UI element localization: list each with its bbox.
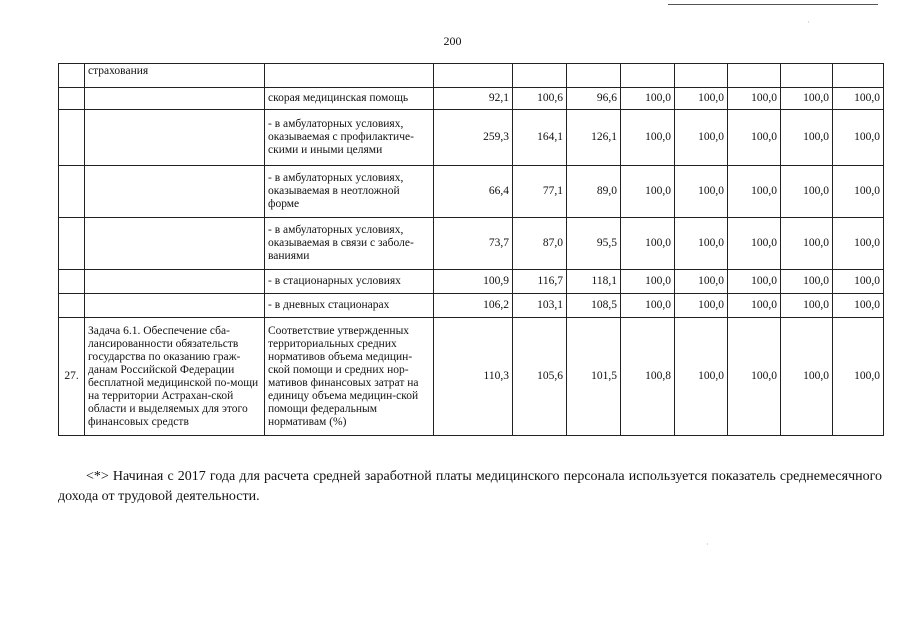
value-cell: 100,0 — [833, 110, 884, 166]
task-name-cell: страхования — [85, 64, 265, 88]
value-cell: 100,0 — [675, 166, 728, 218]
value-cell: 100,0 — [728, 270, 781, 294]
task-name-cell — [85, 270, 265, 294]
value-cell: 100,0 — [833, 166, 884, 218]
value-cell: 108,5 — [567, 294, 621, 318]
indicator-cell: Соответствие утвержденных территориальных средних нормативов объема медицин-ской помощи и средних нор-мативов финансовых затрат на единицу объема медицин-ской помощи федеральным нормативам (%) — [265, 318, 434, 436]
indicator-cell: - в амбулаторных условиях, оказываемая с профилактиче-скими и иными целями — [265, 110, 434, 166]
task-name-cell — [85, 88, 265, 110]
page-number: 200 — [443, 34, 462, 48]
task-name-cell: Задача 6.1. Обеспечение сба-лансированности обязательств государства по оказанию граж-данам Российской Федерации бесплатной медицинской по-мощи на территории Астрахан-ской области и выделяемых для этого финансовых средств — [85, 318, 265, 436]
table-row — [59, 166, 884, 218]
value-cell: 100,8 — [621, 318, 675, 436]
value-cell: 87,0 — [513, 218, 567, 270]
footnote — [58, 467, 882, 507]
value-cell: 100,0 — [728, 294, 781, 318]
footnote-text: <*> Начиная с 2017 года для расчета средней заработной платы медицинского персонала используется показатель среднемесячного дохода от трудовой деятельности. — [58, 469, 882, 504]
value-cell: 100,0 — [781, 294, 833, 318]
task-name-cell — [85, 110, 265, 166]
table-row — [59, 110, 884, 166]
value-cell: 100,0 — [675, 318, 728, 436]
value-cell: 100,0 — [728, 218, 781, 270]
value-cell: 100,0 — [833, 270, 884, 294]
value-cell: 116,7 — [513, 270, 567, 294]
row-number — [59, 88, 85, 110]
value-cell — [728, 64, 781, 88]
value-cell: 126,1 — [567, 110, 621, 166]
value-cell — [781, 64, 833, 88]
value-cell: 100,0 — [621, 294, 675, 318]
value-cell: 100,0 — [833, 318, 884, 436]
value-cell: 110,3 — [434, 318, 513, 436]
table-row — [59, 318, 884, 436]
value-cell: 100,0 — [675, 110, 728, 166]
row-number — [59, 110, 85, 166]
indicator-cell — [265, 64, 434, 88]
indicator-cell: - в амбулаторных условиях, оказываемая в связи с заболе-ваниями — [265, 218, 434, 270]
value-cell: 95,5 — [567, 218, 621, 270]
task-name-cell — [85, 166, 265, 218]
value-cell: 105,6 — [513, 318, 567, 436]
value-cell — [434, 64, 513, 88]
value-cell: 100,0 — [781, 166, 833, 218]
table-row — [59, 88, 884, 110]
value-cell: 66,4 — [434, 166, 513, 218]
value-cell: 100,0 — [621, 218, 675, 270]
row-number — [59, 294, 85, 318]
indicator-cell: скорая медицинская помощь — [265, 88, 434, 110]
value-cell — [621, 64, 675, 88]
value-cell: 100,0 — [621, 270, 675, 294]
value-cell: 100,0 — [675, 294, 728, 318]
row-number: 27. — [59, 318, 85, 436]
value-cell: 89,0 — [567, 166, 621, 218]
value-cell — [567, 64, 621, 88]
row-number — [59, 270, 85, 294]
value-cell: 100,0 — [781, 270, 833, 294]
value-cell: 100,0 — [675, 218, 728, 270]
top-rule — [668, 4, 878, 5]
indicators-table — [58, 63, 884, 436]
value-cell: 100,0 — [621, 166, 675, 218]
value-cell: 92,1 — [434, 88, 513, 110]
indicator-cell: - в стационарных условиях — [265, 270, 434, 294]
value-cell: 100,0 — [728, 88, 781, 110]
scan-speck: · — [807, 18, 810, 27]
value-cell: 259,3 — [434, 110, 513, 166]
row-number — [59, 218, 85, 270]
task-name-cell — [85, 294, 265, 318]
value-cell: 106,2 — [434, 294, 513, 318]
value-cell: 96,6 — [567, 88, 621, 110]
value-cell: 100,0 — [833, 88, 884, 110]
value-cell: 100,0 — [675, 270, 728, 294]
task-name-cell — [85, 218, 265, 270]
value-cell: 100,0 — [621, 110, 675, 166]
value-cell: 100,0 — [781, 110, 833, 166]
row-number — [59, 166, 85, 218]
value-cell: 100,0 — [728, 166, 781, 218]
value-cell: 101,5 — [567, 318, 621, 436]
value-cell: 100,0 — [728, 110, 781, 166]
value-cell — [675, 64, 728, 88]
value-cell — [513, 64, 567, 88]
value-cell: 100,6 — [513, 88, 567, 110]
value-cell: 100,9 — [434, 270, 513, 294]
value-cell: 100,0 — [781, 218, 833, 270]
value-cell: 100,0 — [833, 218, 884, 270]
value-cell: 100,0 — [781, 88, 833, 110]
table-row — [59, 218, 884, 270]
value-cell — [833, 64, 884, 88]
scan-speck: · — [706, 540, 709, 549]
indicator-cell: - в дневных стационарах — [265, 294, 434, 318]
indicator-cell: - в амбулаторных условиях, оказываемая в неотложной форме — [265, 166, 434, 218]
value-cell: 100,0 — [675, 88, 728, 110]
row-number — [59, 64, 85, 88]
table-row — [59, 294, 884, 318]
table-row — [59, 270, 884, 294]
table-row — [59, 64, 884, 88]
value-cell: 100,0 — [781, 318, 833, 436]
value-cell: 73,7 — [434, 218, 513, 270]
value-cell: 77,1 — [513, 166, 567, 218]
value-cell: 100,0 — [833, 294, 884, 318]
value-cell: 103,1 — [513, 294, 567, 318]
value-cell: 164,1 — [513, 110, 567, 166]
value-cell: 100,0 — [621, 88, 675, 110]
value-cell: 100,0 — [728, 318, 781, 436]
value-cell: 118,1 — [567, 270, 621, 294]
